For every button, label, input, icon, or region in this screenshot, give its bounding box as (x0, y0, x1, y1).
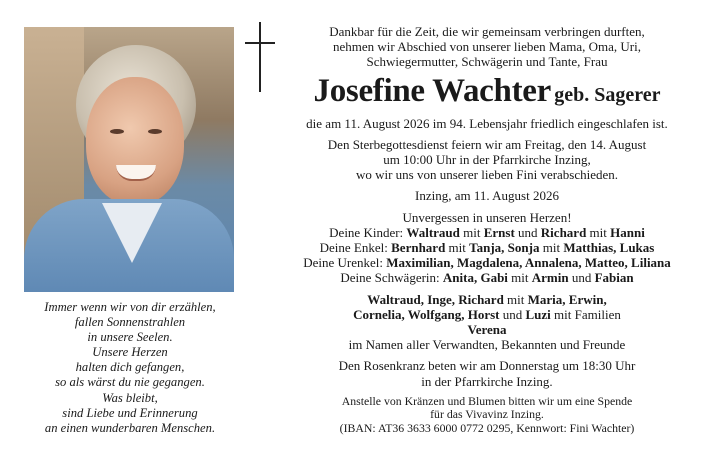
announcement-text (264, 24, 710, 436)
poem-line: Was bleibt, (102, 390, 158, 405)
poem-line: sind Liebe und Erinnerung (62, 405, 198, 420)
birth-name: geb. Sagerer (554, 83, 661, 106)
intro-line: Dankbar für die Zeit, die wir gemeinsam verbringen durften, (329, 24, 645, 39)
deceased-name: Josefine Wachter (313, 72, 551, 109)
donation-line: (IBAN: AT36 3633 6000 0772 0295, Kennwort: Fini Wachter) (339, 421, 635, 436)
grandchildren-line: Deine Enkel: Bernhard mit Tanja, Sonja mit Matthias, Lukas (319, 240, 655, 256)
children-line: Deine Kinder: Waltraud mit Ernst und Richard mit Hanni (329, 224, 645, 240)
siblings-line: Waltraud, Inge, Richard mit Maria, Erwin, (367, 291, 607, 307)
inlaws-line: Deine Schwägerin: Anita, Gabi mit Armin und Fabian (340, 270, 634, 286)
unforgotten-line: Unvergessen in unseren Herzen! (402, 209, 572, 225)
obituary-card (2, 2, 718, 460)
service-line: um 10:00 Uhr in der Pfarrkirche Inzing, (383, 152, 591, 168)
portrait-photo (24, 27, 234, 292)
siblings-line: Cornelia, Wolfgang, Horst und Luzi mit Familien (353, 306, 621, 322)
place-date: Inzing, am 11. August 2026 (415, 188, 559, 204)
intro-line: nehmen wir Abschied von unserer lieben Mama, Oma, Uri, (333, 39, 641, 55)
service-line: Den Sterbegottesdienst feiern wir am Freitag, den 14. August (327, 136, 647, 152)
poem (16, 300, 244, 436)
service-line: wo wir uns von unserer lieben Fini verabschieden. (355, 167, 619, 183)
rosary-line: in der Pfarrkirche Inzing. (421, 373, 553, 389)
poem-line: fallen Sonnenstrahlen (74, 315, 186, 330)
relatives-line: im Namen aller Verwandten, Bekannten und Freunde (348, 337, 626, 353)
poem-line: Unsere Herzen (92, 345, 168, 360)
great-grandchildren-line: Deine Urenkel: Maximilian, Magdalena, Annalena, Matteo, Liliana (303, 255, 671, 271)
donation-line: Anstelle von Kränzen und Blumen bitten wir um eine Spende (341, 393, 633, 408)
death-line: die am 11. August 2026 im 94. Lebensjahr friedlich eingeschlafen ist. (306, 115, 668, 131)
poem-line: in unsere Seelen. (87, 330, 173, 345)
intro-line: Schwiegermutter, Schwägerin und Tante, Frau (366, 54, 608, 70)
poem-line: Immer wenn wir von dir erzählen, (44, 300, 216, 314)
siblings-line: Verena (467, 322, 507, 338)
poem-line: so als wärst du nie gegangen. (55, 375, 205, 390)
donation-line: für das Vivavinz Inzing. (430, 407, 544, 422)
poem-line: an einen wunderbaren Menschen. (44, 420, 216, 435)
poem-line: halten dich gefangen, (75, 360, 185, 375)
deceased-name-line (264, 74, 710, 114)
rosary-line: Den Rosenkranz beten wir am Donnerstag um 18:30 Uhr (338, 358, 636, 374)
